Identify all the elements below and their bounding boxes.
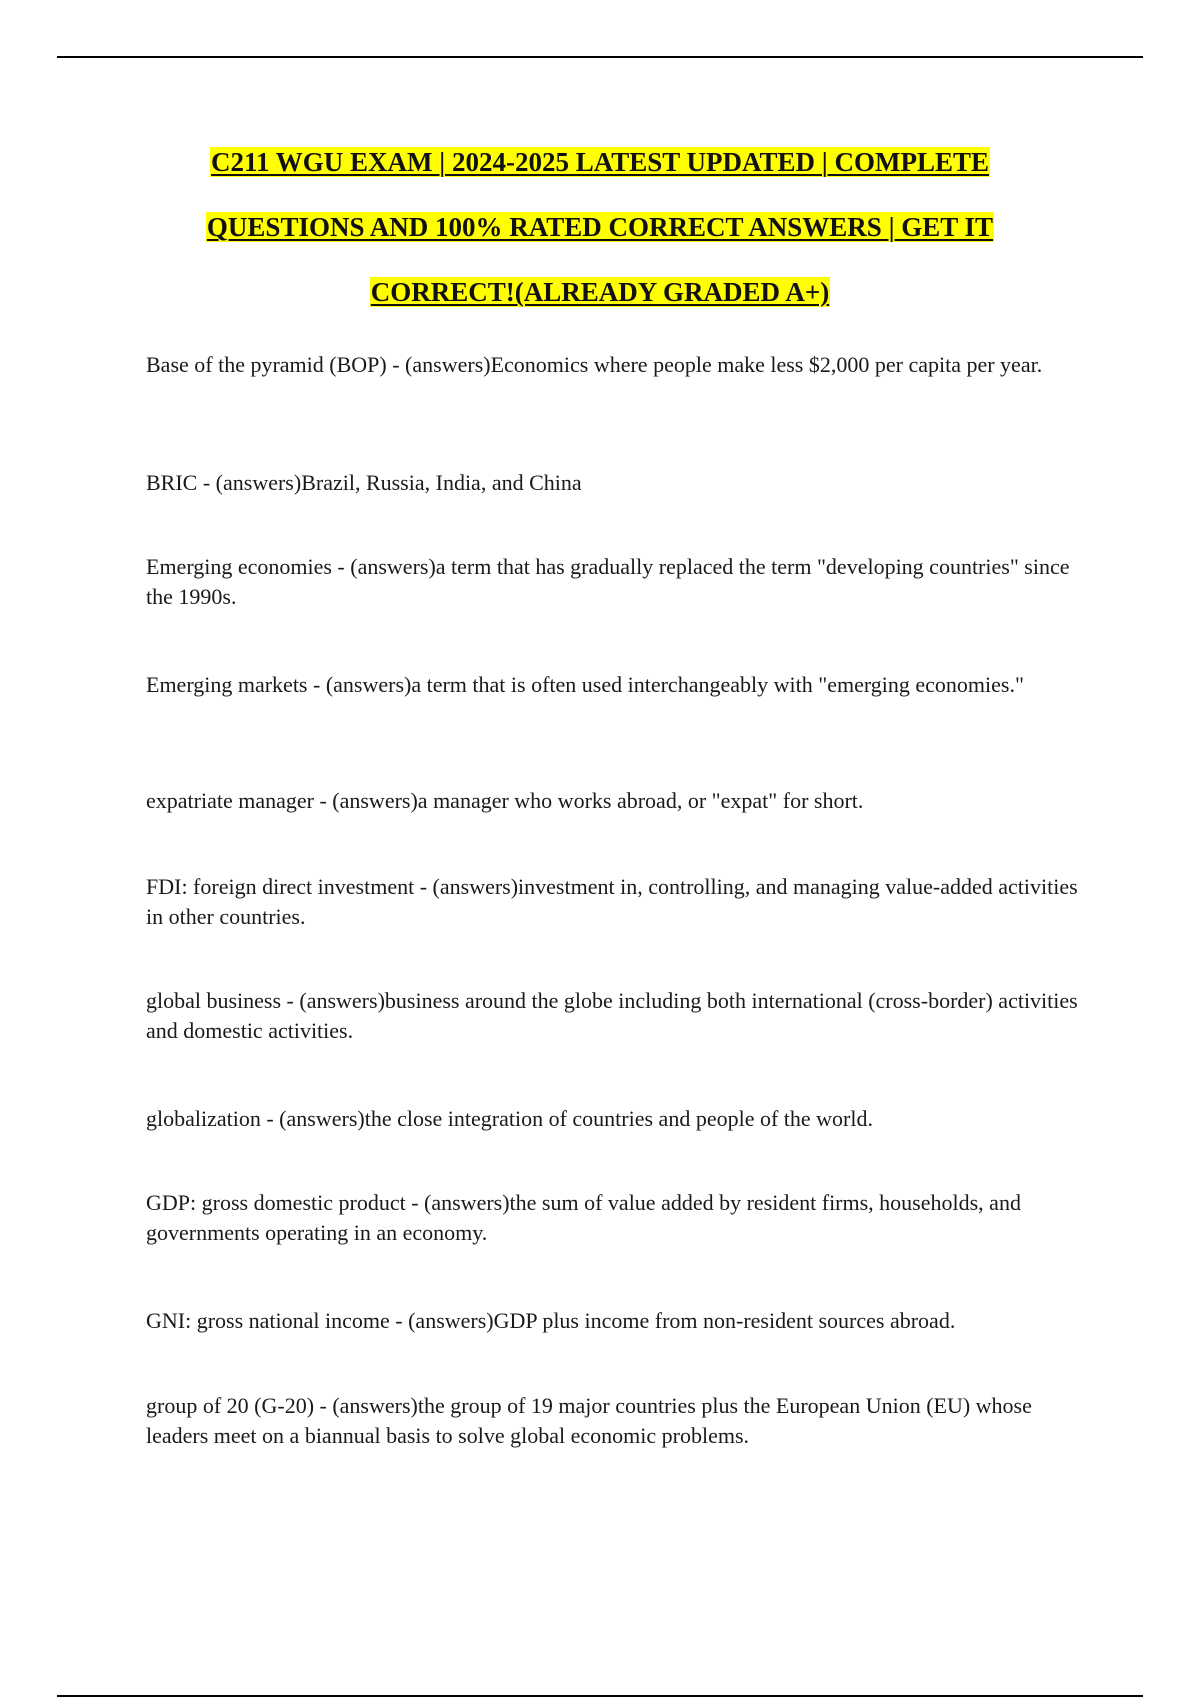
qa-entry-bric: BRIC - (answers)Brazil, Russia, India, and China [146, 470, 582, 495]
title-line-3: CORRECT!(ALREADY GRADED A+) [370, 277, 830, 307]
qa-entry-global-business: global business - (answers)business around the globe including both international (cross-border) activities and domestic activities. [146, 988, 1078, 1043]
bottom-rule [57, 1695, 1143, 1697]
qa-entry-bop: Base of the pyramid (BOP) - (answers)Economics where people make less $2,000 per capita per year. [146, 352, 1043, 377]
qa-entry-globalization: globalization - (answers)the close integration of countries and people of the world. [146, 1106, 873, 1131]
qa-entry-fdi: FDI: foreign direct investment - (answers)investment in, controlling, and managing value-added activities in other countries. [146, 874, 1078, 929]
document-title [0, 140, 1200, 335]
qa-entry-emerging-markets: Emerging markets - (answers)a term that is often used interchangeably with "emerging economies." [146, 672, 1024, 697]
qa-entry-gni: GNI: gross national income - (answers)GDP plus income from non-resident sources abroad. [146, 1308, 956, 1333]
title-line-2: QUESTIONS AND 100% RATED CORRECT ANSWERS | GET IT [206, 212, 994, 242]
qa-entry-gdp: GDP: gross domestic product - (answers)the sum of value added by resident firms, households, and governments operating in an economy. [146, 1190, 1021, 1245]
title-line-1: C211 WGU EXAM | 2024-2025 LATEST UPDATED | COMPLETE [211, 147, 989, 177]
qa-entry-emerging-economies: Emerging economies - (answers)a term that has gradually replaced the term "developing countries" since the 1990s. [146, 554, 1070, 609]
qa-entry-expatriate-manager: expatriate manager - (answers)a manager who works abroad, or "expat" for short. [146, 788, 864, 813]
qa-entry-g20: group of 20 (G-20) - (answers)the group of 19 major countries plus the European Union (EU) whose leaders meet on a biannual basis to solve global economic problems. [146, 1393, 1032, 1448]
top-rule [57, 56, 1143, 58]
